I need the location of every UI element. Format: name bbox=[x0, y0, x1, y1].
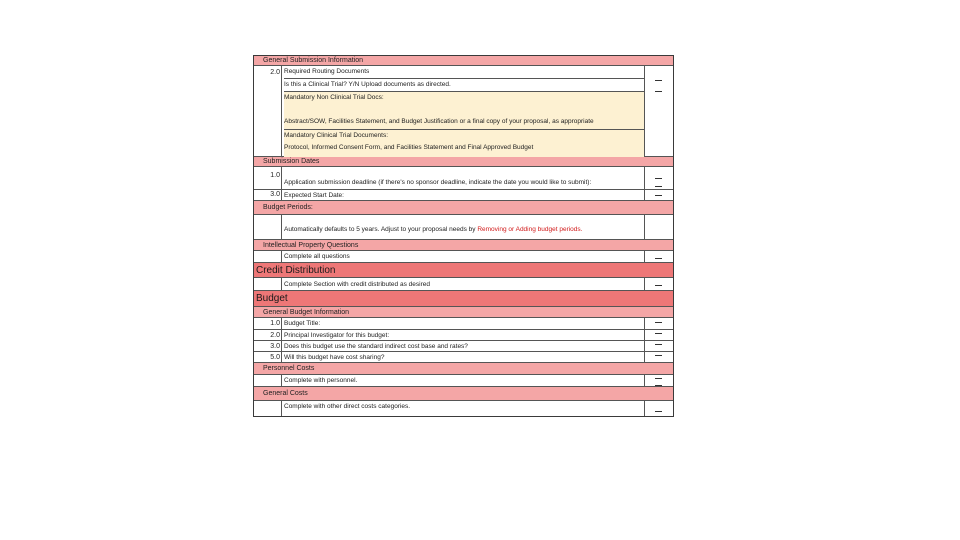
non-clinical-docs: Abstract/SOW, Facilities Statement, and Budget Justification or a final copy of your proposal, as appropriate bbox=[284, 118, 594, 125]
checkbox[interactable] bbox=[655, 344, 662, 345]
start-check-area bbox=[645, 190, 673, 201]
row-number: 2.0 bbox=[270, 69, 280, 76]
section-title: Budget Periods: bbox=[263, 204, 313, 211]
periods-text: Automatically defaults to 5 years. Adjust to your proposal needs by bbox=[284, 226, 478, 233]
section-budget bbox=[254, 291, 673, 307]
row-number: 1.0 bbox=[270, 172, 280, 179]
checkbox[interactable] bbox=[655, 322, 662, 323]
section-general-costs bbox=[254, 387, 673, 401]
budget-check-area bbox=[645, 330, 673, 341]
checkbox[interactable] bbox=[655, 91, 662, 92]
budget-item-text: Principal Investigator for this budget: bbox=[281, 330, 645, 341]
section-title: General Budget Information bbox=[263, 309, 349, 316]
budget-periods-text bbox=[281, 215, 645, 240]
start-date-row bbox=[254, 190, 673, 201]
periods-link-text[interactable]: Removing or Adding budget periods. bbox=[477, 226, 583, 233]
budget-item-text: Does this budget use the standard indirect cost base and rates? bbox=[281, 341, 645, 352]
budget-check-area bbox=[645, 341, 673, 352]
checkbox[interactable] bbox=[655, 285, 662, 286]
section-general-submission bbox=[254, 56, 673, 66]
budget-periods-row bbox=[254, 215, 673, 240]
clinical-label: Mandatory Clinical Trial Documents: bbox=[284, 132, 389, 139]
budget-check-area bbox=[645, 352, 673, 363]
credit-check-area bbox=[645, 278, 673, 291]
budget-item-row bbox=[254, 341, 673, 352]
section-title: Intellectual Property Questions bbox=[263, 242, 359, 249]
budget-check-area bbox=[645, 318, 673, 330]
row-number: 1.0 bbox=[270, 320, 280, 327]
clinical-docs: Protocol, Informed Consent Form, and Facilities Statement and Final Approved Budget bbox=[284, 144, 534, 151]
ip-check-area bbox=[645, 251, 673, 263]
personnel-text: Complete with personnel. bbox=[281, 375, 645, 387]
ip-row bbox=[254, 251, 673, 263]
general-costs-text: Complete with other direct costs categories. bbox=[281, 401, 645, 416]
ip-text: Complete all questions bbox=[281, 251, 645, 263]
personnel-check-area bbox=[645, 375, 673, 387]
general-costs-row bbox=[254, 401, 673, 416]
budget-item-row bbox=[254, 352, 673, 363]
section-credit-distribution bbox=[254, 263, 673, 278]
checkbox[interactable] bbox=[655, 333, 662, 334]
checkbox[interactable] bbox=[655, 195, 662, 196]
deadline-row bbox=[254, 167, 673, 190]
section-title: Personnel Costs bbox=[263, 365, 315, 372]
routing-documents-row bbox=[254, 66, 673, 157]
routing-content bbox=[281, 66, 645, 157]
deadline-text: Application submission deadline (if there's no sponsor deadline, indicate the date you would like to submit): bbox=[281, 167, 645, 190]
checkbox[interactable] bbox=[655, 80, 662, 81]
section-title: Submission Dates bbox=[263, 158, 320, 165]
row-number: 5.0 bbox=[270, 354, 280, 361]
section-title: Credit Distribution bbox=[256, 265, 336, 276]
checklist-sheet bbox=[253, 55, 674, 417]
credit-text: Complete Section with credit distributed as desired bbox=[281, 278, 645, 291]
budget-item-text: Will this budget have cost sharing? bbox=[281, 352, 645, 363]
row-number: 3.0 bbox=[270, 343, 280, 350]
section-ip-questions bbox=[254, 240, 673, 251]
budget-item-row bbox=[254, 318, 673, 330]
section-title: General Submission Information bbox=[263, 57, 363, 64]
section-general-budget-info bbox=[254, 307, 673, 318]
section-title: Budget bbox=[256, 293, 288, 304]
checkbox[interactable] bbox=[655, 178, 662, 179]
checkbox[interactable] bbox=[655, 258, 662, 259]
clinical-trial-question: Is this a Clinical Trial? Y/N Upload documents as directed. bbox=[284, 79, 644, 92]
start-date-text: Expected Start Date: bbox=[281, 190, 645, 201]
routing-title: Required Routing Documents bbox=[284, 66, 644, 79]
checkbox[interactable] bbox=[655, 186, 662, 187]
section-personnel-costs bbox=[254, 363, 673, 375]
checkbox[interactable] bbox=[655, 378, 662, 379]
checkbox[interactable] bbox=[655, 411, 662, 412]
non-clinical-label: Mandatory Non Clinical Trial Docs: bbox=[284, 94, 384, 101]
personnel-row bbox=[254, 375, 673, 387]
checkbox[interactable] bbox=[655, 355, 662, 356]
non-clinical-docs-box bbox=[284, 92, 644, 130]
section-submission-dates bbox=[254, 157, 673, 167]
section-title: General Costs bbox=[263, 390, 308, 397]
routing-check-area bbox=[645, 66, 673, 157]
checkbox[interactable] bbox=[655, 385, 662, 386]
budget-item-text: Budget Title: bbox=[281, 318, 645, 330]
clinical-docs-box bbox=[284, 130, 644, 157]
deadline-check-area bbox=[645, 167, 673, 190]
general-costs-check-area bbox=[645, 401, 673, 416]
row-number: 2.0 bbox=[270, 332, 280, 339]
section-budget-periods bbox=[254, 201, 673, 215]
row-number: 3.0 bbox=[270, 191, 280, 198]
credit-row bbox=[254, 278, 673, 291]
budget-item-row bbox=[254, 330, 673, 341]
